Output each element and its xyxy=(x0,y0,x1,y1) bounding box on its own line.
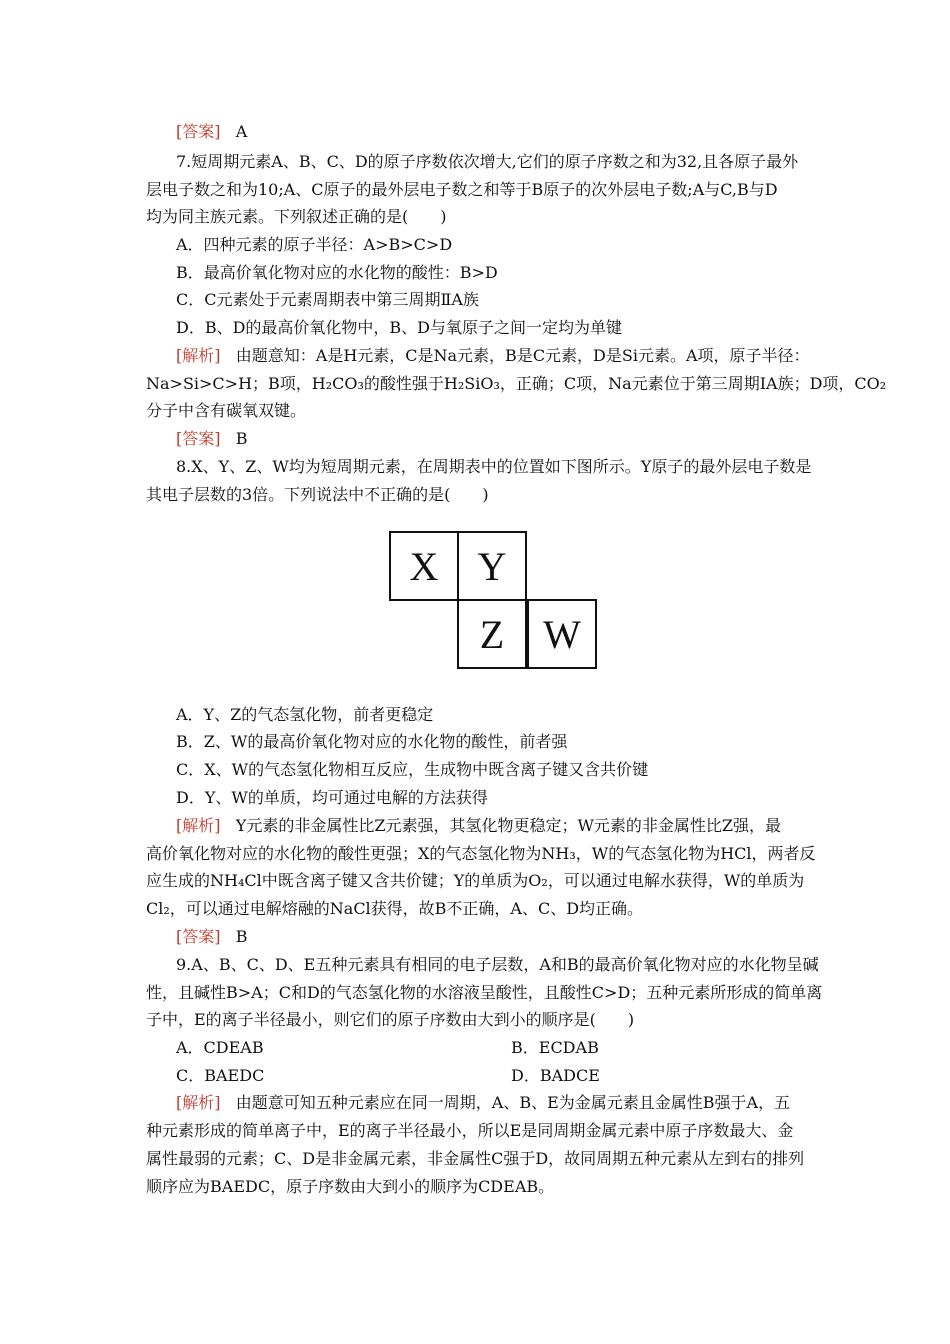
answer-tag: [答案] xyxy=(176,927,221,946)
q7-stem-line-1: 7.短周期元素A、B、C、D的原子序数依次增大,它们的原子序数之和为32,且各原子最外 xyxy=(176,152,799,171)
cell-z: Z xyxy=(457,599,527,669)
cell-y: Y xyxy=(457,531,527,601)
q9-stem-line-3: 子中，E的离子半径最小，则它们的原子序数由大到小的顺序是( ) xyxy=(146,1010,635,1029)
q8-analysis-line-3: 应生成的NH₄Cl中既含离子键又含共价键；Y的单质为O₂，可以通过电解水获得，W的单质为 xyxy=(146,871,805,890)
q8-analysis-line-4: Cl₂，可以通过电解熔融的NaCl获得，故B不正确，A、C、D均正确。 xyxy=(146,899,644,918)
analysis-text: 由题意知：A是H元素，C是Na元素，B是C元素，D是Si元素。A项，原子半径： xyxy=(235,346,810,365)
answer-value: B xyxy=(235,429,248,448)
q7-option-a: A．四种元素的原子半径：A>B>C>D xyxy=(176,235,453,254)
q7-analysis-line-3: 分子中含有碳氧双键。 xyxy=(146,401,307,420)
analysis-tag: [解析] xyxy=(176,346,221,365)
q9-option-d: D．BADCE xyxy=(511,1066,600,1085)
q9-stem-line-2: 性，且碱性B>A；C和D的气态氢化物的水溶液呈酸性，且酸性C>D；五种元素所形成的简单离 xyxy=(146,983,823,1002)
q7-analysis-line-1 xyxy=(176,346,810,366)
q9-analysis-line-2: 种元素形成的简单离子中，E的离子半径最小，所以E是同周期金属元素中原子序数最大、金 xyxy=(146,1121,794,1140)
q7-answer-line xyxy=(176,429,248,449)
q9-stem-line-1: 9.A、B、C、D、E五种元素具有相同的电子层数，A和B的最高价氧化物对应的水化物呈碱 xyxy=(176,955,819,974)
q7-option-d: D．B、D的最高价氧化物中，B、D与氧原子之间一定均为单键 xyxy=(176,318,623,337)
q9-analysis-line-3: 属性最弱的元素；C、D是非金属元素，非金属性C强于D，故同周期五种元素从左到右的排列 xyxy=(146,1149,805,1168)
analysis-text: 由题意可知五种元素应在同一周期，A、B、E为金属元素且金属性B强于A，五 xyxy=(235,1093,791,1112)
q6-answer-line xyxy=(176,122,247,142)
analysis-tag: [解析] xyxy=(176,1093,221,1112)
q8-option-d: D．Y、W的单质，均可通过电解的方法获得 xyxy=(176,788,488,807)
q8-answer-line xyxy=(176,927,248,947)
q8-option-a: A．Y、Z的气态氢化物，前者更稳定 xyxy=(176,705,434,724)
analysis-text: Y元素的非金属性比Z元素强，其氢化物更稳定；W元素的非金属性比Z强，最 xyxy=(235,816,782,835)
q8-option-b: B．Z、W的最高价氧化物对应的水化物的酸性，前者强 xyxy=(176,732,568,751)
answer-value: A xyxy=(235,122,248,141)
cell-x: X xyxy=(389,531,459,601)
answer-tag: [答案] xyxy=(176,429,221,448)
q7-stem-line-2: 层电子数之和为10;A、C原子的最外层电子数之和等于B原子的次外层电子数;A与C,B与D xyxy=(146,180,778,199)
q9-option-a: A．CDEAB xyxy=(176,1038,264,1057)
q9-option-b: B．ECDAB xyxy=(511,1038,599,1057)
q9-analysis-line-1 xyxy=(176,1093,790,1113)
q9-analysis-line-4: 顺序应为BAEDC，原子序数由大到小的顺序为CDEAB。 xyxy=(146,1177,555,1196)
q7-option-c: C．C元素处于元素周期表中第三周期ⅡA族 xyxy=(176,290,479,309)
answer-value: B xyxy=(235,927,248,946)
q7-analysis-line-2: Na>Si>C>H；B项，H₂CO₃的酸性强于H₂SiO₃，正确；C项，Na元素位于第三周期ⅠA族；D项，CO₂ xyxy=(146,374,887,393)
q8-stem-line-2: 其电子层数的3倍。下列说法中不正确的是( ) xyxy=(146,485,489,504)
q8-analysis-line-2: 高价氧化物对应的水化物的酸性更强；X的气态氢化物为NH₃，W的气态氢化物为HCl，两者反 xyxy=(146,844,816,863)
answer-tag: [答案] xyxy=(176,122,221,141)
q8-option-c: C．X、W的气态氢化物相互反应，生成物中既含离子键又含共价键 xyxy=(176,760,649,779)
q7-stem-line-3: 均为同主族元素。下列叙述正确的是( ) xyxy=(146,207,447,226)
q8-analysis-line-1 xyxy=(176,816,781,836)
q8-stem-line-1: 8.X、Y、Z、W均为短周期元素，在周期表中的位置如下图所示。Y原子的最外层电子数是 xyxy=(176,457,812,476)
cell-w: W xyxy=(527,599,597,669)
q7-option-b: B．最高价氧化物对应的水化物的酸性：B>D xyxy=(176,263,498,282)
q9-option-c: C．BAEDC xyxy=(176,1066,265,1085)
analysis-tag: [解析] xyxy=(176,816,221,835)
